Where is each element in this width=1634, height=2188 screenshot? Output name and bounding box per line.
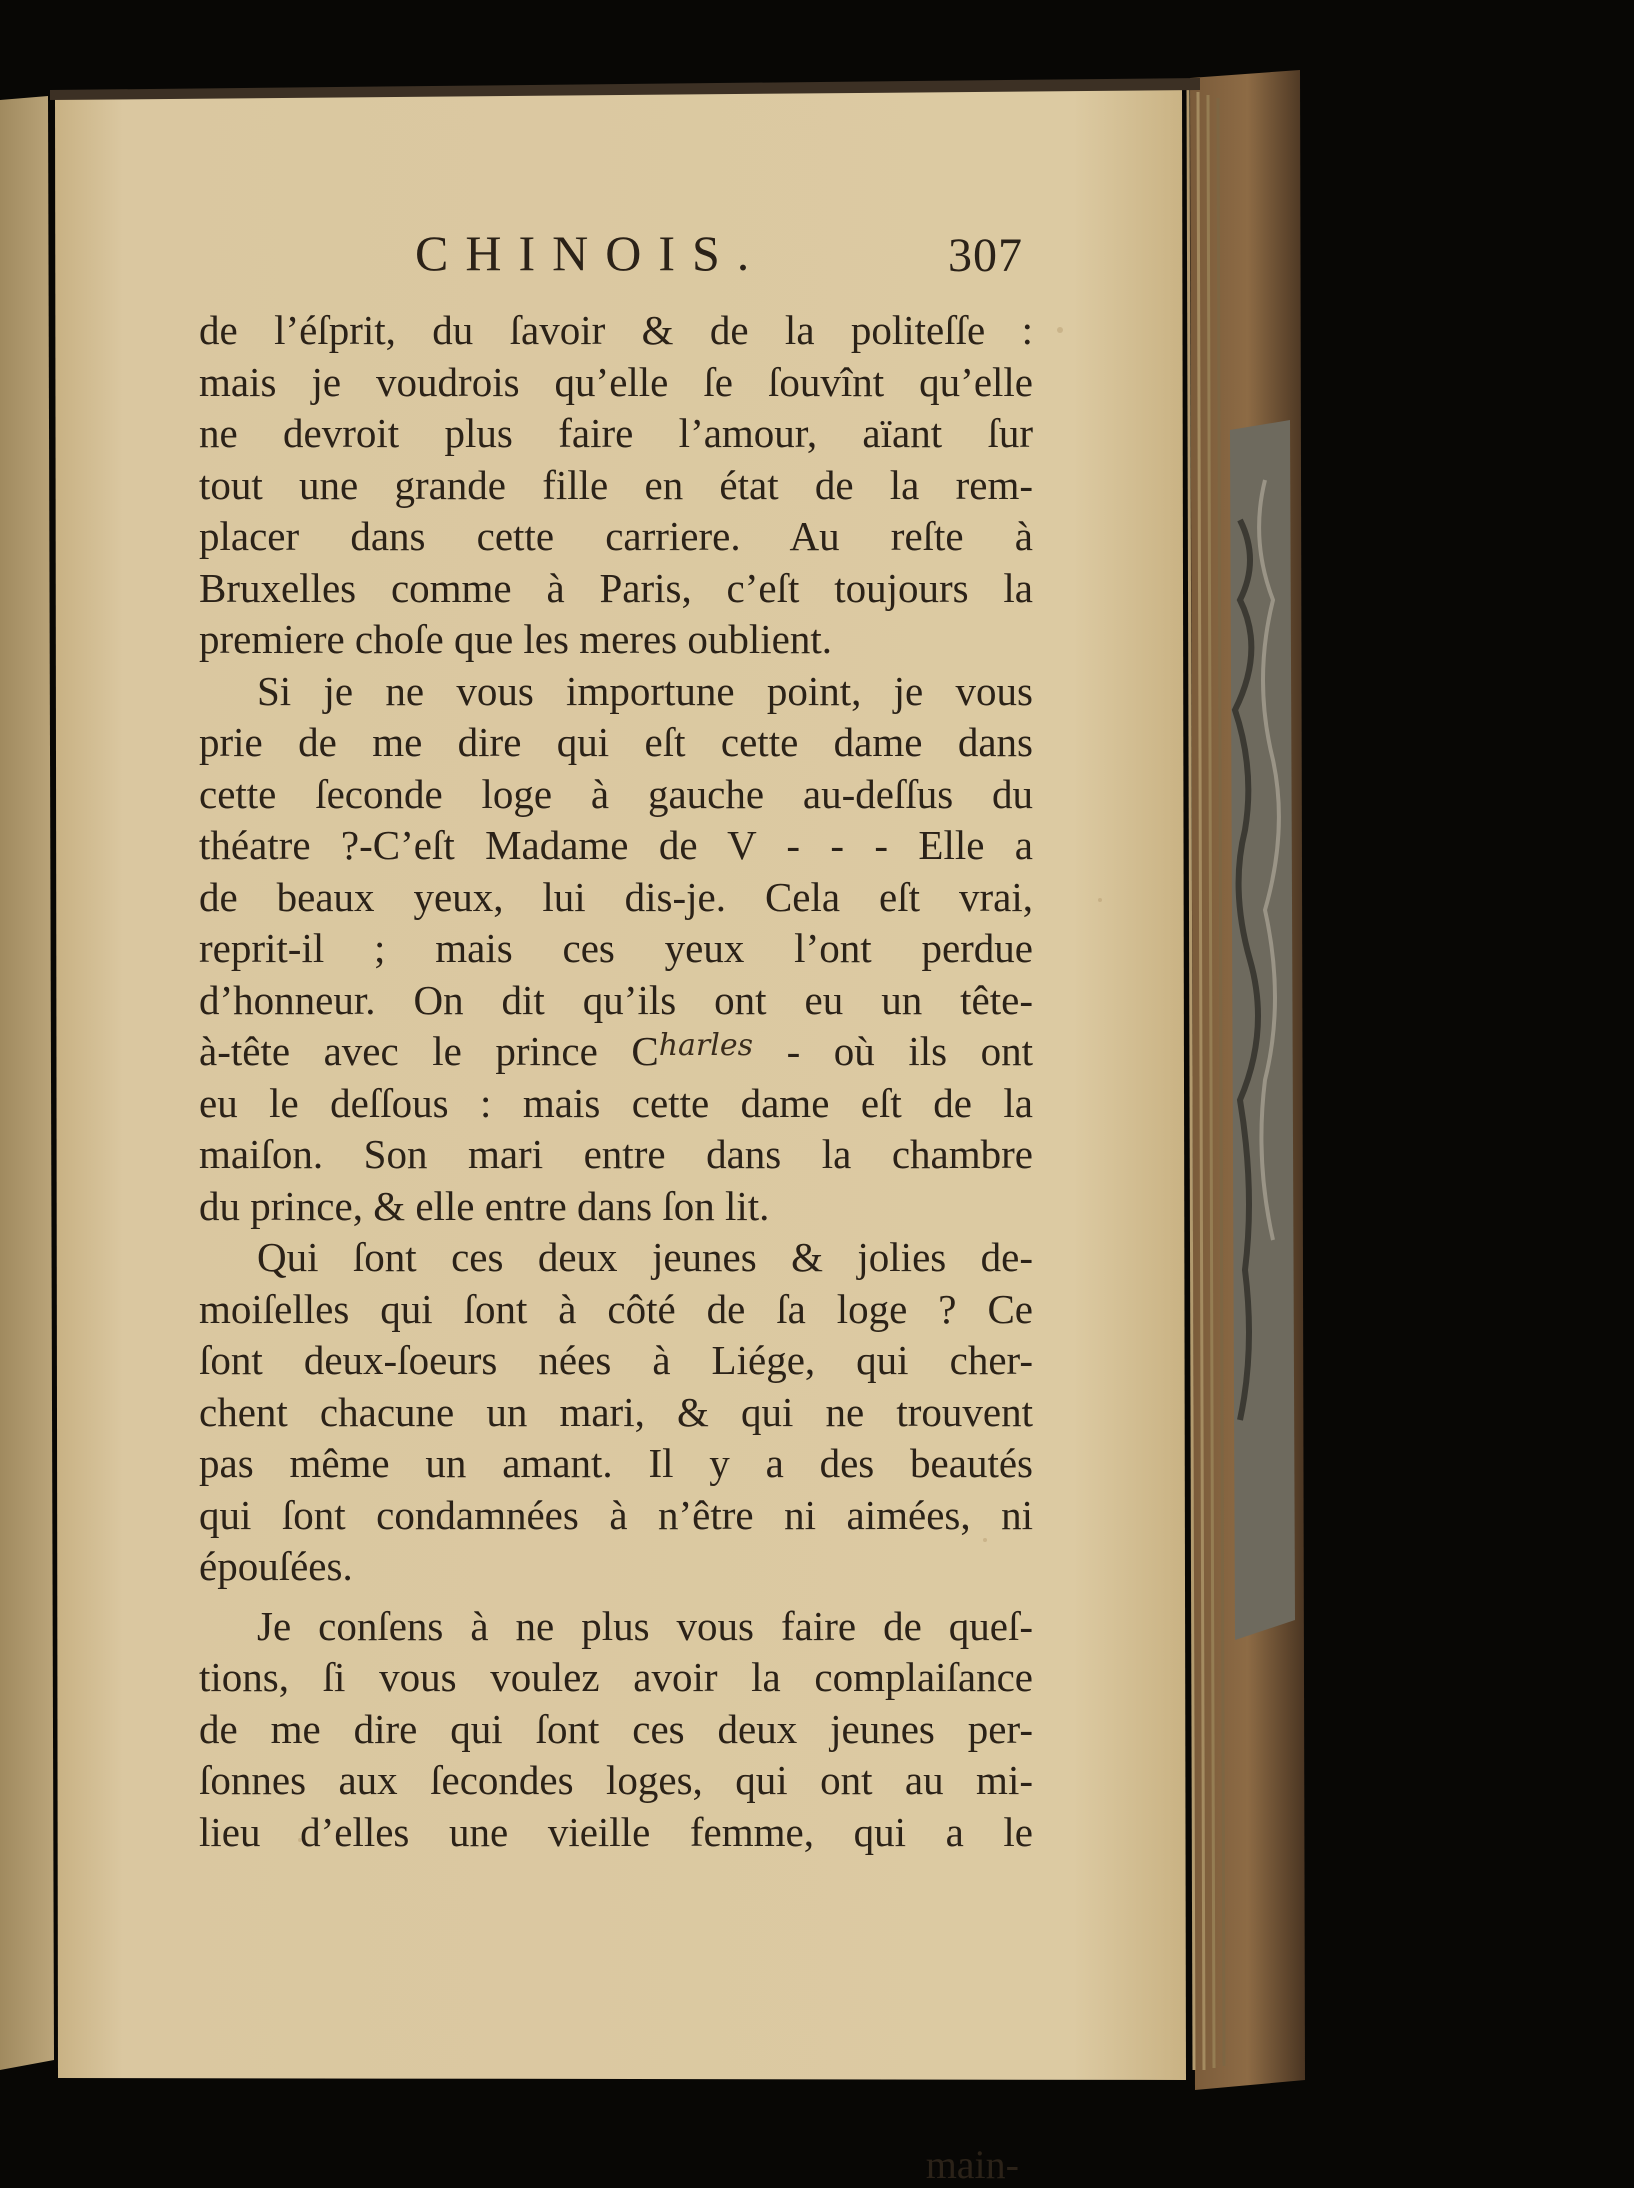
text-line: Qui ſont ces deux jeunes & jolies de- <box>257 1234 1033 1280</box>
text-line-with-annotation <box>199 1026 1033 1078</box>
left-page-edge <box>0 96 54 2070</box>
text-line: chent chacune un mari, & qui ne trouvent <box>199 1388 1033 1435</box>
text-line: tions, ſi vous voulez avoir la complaiſance <box>199 1654 1033 1700</box>
text-line: Si je ne vous importune point, je vous <box>257 667 1033 714</box>
text-line: mais je voudrois qu’elle ſe ſouvînt qu’elle <box>199 358 1033 405</box>
book-binding <box>1190 70 1305 2090</box>
text-line: ſont deux-ſoeurs nées à Liége, qui cher- <box>199 1337 1033 1383</box>
text-line: prie de me dire qui eſt cette dame dans <box>199 719 1033 765</box>
running-head: CHINOIS. <box>415 225 767 281</box>
text-line: premiere choſe que les meres oublient. <box>199 616 832 662</box>
paragraph-4 <box>199 1601 1033 1859</box>
page-body <box>199 305 1033 2187</box>
text-line: de l’éſprit, du ſavoir & de la politeſſe : <box>199 307 1033 353</box>
text-line: maiſon. Son mari entre dans la chambre <box>199 1131 1033 1177</box>
text-line: moiſelles qui ſont à côté de ſa loge ? Ce <box>199 1285 1033 1332</box>
text-line: ſonnes aux ſecondes loges, qui ont au mi- <box>199 1757 1033 1803</box>
text-line: d’honneur. On dit qu’ils ont eu un tête- <box>199 976 1033 1023</box>
handwritten-annotation: harles <box>658 1028 753 1063</box>
text-line: eu le deſſous : mais cette dame eſt de la <box>199 1079 1033 1126</box>
prince-line-start: à-tête avec le prince C <box>199 1028 659 1074</box>
paragraph-3 <box>199 1232 1033 1593</box>
catchword: main- <box>925 2142 1019 2187</box>
text-line: du prince, & elle entre dans ſon lit. <box>199 1182 770 1229</box>
page-number: 307 <box>948 229 1023 282</box>
text-line: reprit-il ; mais ces yeux l’ont perdue <box>199 925 1033 971</box>
paragraph-2 <box>199 666 1033 1233</box>
page-header <box>199 224 1033 284</box>
text-line: cette ſeconde loge à gauche au-deſſus du <box>199 770 1033 817</box>
paragraph-1 <box>199 305 1033 666</box>
text-line: lieu d’elles une vieille femme, qui a le <box>199 1808 1033 1855</box>
prince-line-end: - où ils ont <box>786 1028 1033 1074</box>
text-line: Je conſens à ne plus vous faire de queſ- <box>257 1602 1033 1649</box>
text-line: de me dire qui ſont ces deux jeunes per- <box>199 1705 1033 1752</box>
text-line: théatre ?-C’eſt Madame de V - - - Elle a <box>199 822 1033 868</box>
text-line: tout une grande fille en état de la rem- <box>199 461 1033 508</box>
text-line: ne devroit plus faire l’amour, aïant ſur <box>199 410 1033 456</box>
text-line: épouſées. <box>199 1543 353 1589</box>
text-line: qui ſont condamnées à n’être ni aimées, ni <box>199 1491 1033 1538</box>
text-line: pas même un amant. Il y a des beautés <box>199 1440 1033 1486</box>
text-line: de beaux yeux, lui dis-je. Cela eſt vrai, <box>199 873 1033 920</box>
text-line: placer dans cette carriere. Au reſte à <box>199 513 1033 559</box>
text-line: Bruxelles comme à Paris, c’eſt toujours la <box>199 564 1033 611</box>
